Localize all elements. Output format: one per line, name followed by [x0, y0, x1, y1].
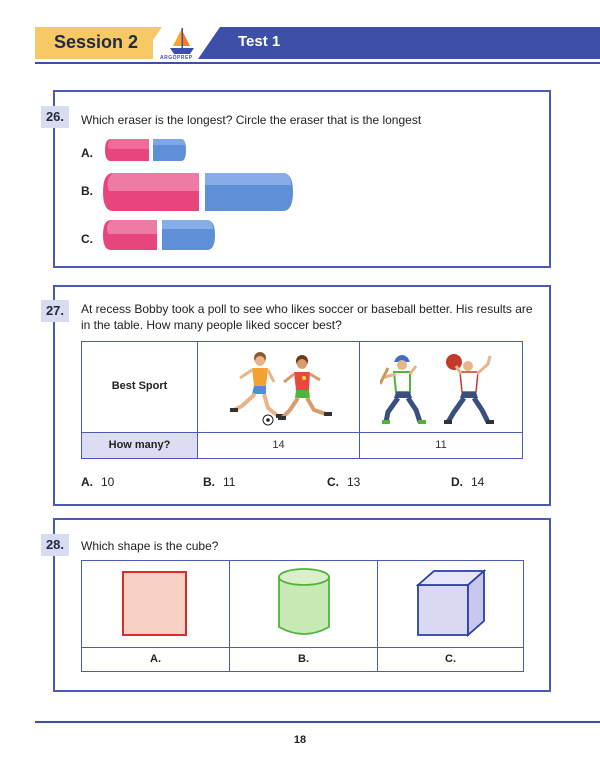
- option-b[interactable]: [203, 475, 235, 489]
- square-shape-icon[interactable]: [122, 571, 188, 637]
- option-letter: D.: [451, 475, 463, 489]
- logo-wordmark: ARGOPREP: [160, 55, 193, 61]
- option-b-label: B.: [298, 653, 309, 665]
- row-header-how-many: How many?: [108, 439, 171, 451]
- question-text: Which eraser is the longest? Circle the eraser that is the longest: [81, 113, 422, 127]
- question-number: 27.: [41, 300, 69, 322]
- table-divider: [82, 647, 523, 648]
- option-letter: B.: [203, 475, 215, 489]
- question-text: At recess Bobby took a poll to see who likes soccer or baseball better. His results are in the table. How many people liked soccer best?: [81, 302, 533, 332]
- option-b-label: B.: [81, 184, 93, 198]
- test-banner-wedge: [198, 27, 220, 59]
- page-header: [0, 0, 600, 70]
- option-value: 14: [471, 475, 485, 489]
- footer-divider: [35, 721, 600, 723]
- option-value: 13: [347, 475, 361, 489]
- option-d[interactable]: [451, 475, 484, 489]
- header-divider: [35, 62, 600, 64]
- question-text: Which shape is the cube?: [81, 539, 219, 553]
- baseball-count: 11: [435, 439, 447, 451]
- option-value: 11: [223, 475, 236, 489]
- option-a-label: A.: [150, 653, 161, 665]
- shapes-table: [81, 560, 524, 672]
- soccer-count: 14: [272, 439, 285, 451]
- test-title: Test 1: [238, 33, 281, 50]
- option-value: 10: [101, 475, 115, 489]
- question-number: 26.: [41, 106, 69, 128]
- question-number: 28.: [41, 534, 69, 556]
- option-a[interactable]: [81, 475, 114, 489]
- question-26-box: [45, 90, 551, 268]
- eraser-b-icon[interactable]: [101, 171, 295, 213]
- row-header-best-sport: Best Sport: [111, 380, 168, 392]
- option-a-label: A.: [81, 146, 93, 160]
- question-28-box: [45, 518, 551, 692]
- option-c-label: C.: [445, 653, 456, 665]
- question-27-box: [45, 285, 551, 506]
- sport-poll-table: [81, 341, 523, 459]
- page-number: 18: [293, 734, 307, 746]
- soccer-players-icon: [222, 348, 342, 428]
- cube-shape-icon[interactable]: [416, 569, 488, 637]
- session-title: Session 2: [54, 32, 139, 52]
- eraser-a-icon[interactable]: [103, 136, 188, 164]
- option-letter: A.: [81, 475, 93, 489]
- session-banner-wedge: [140, 27, 162, 59]
- baseball-players-icon: [380, 348, 510, 428]
- option-letter: C.: [327, 475, 339, 489]
- option-c[interactable]: [327, 475, 360, 489]
- option-c-label: C.: [81, 232, 93, 246]
- eraser-c-icon[interactable]: [101, 218, 217, 252]
- cylinder-shape-icon[interactable]: [276, 567, 332, 639]
